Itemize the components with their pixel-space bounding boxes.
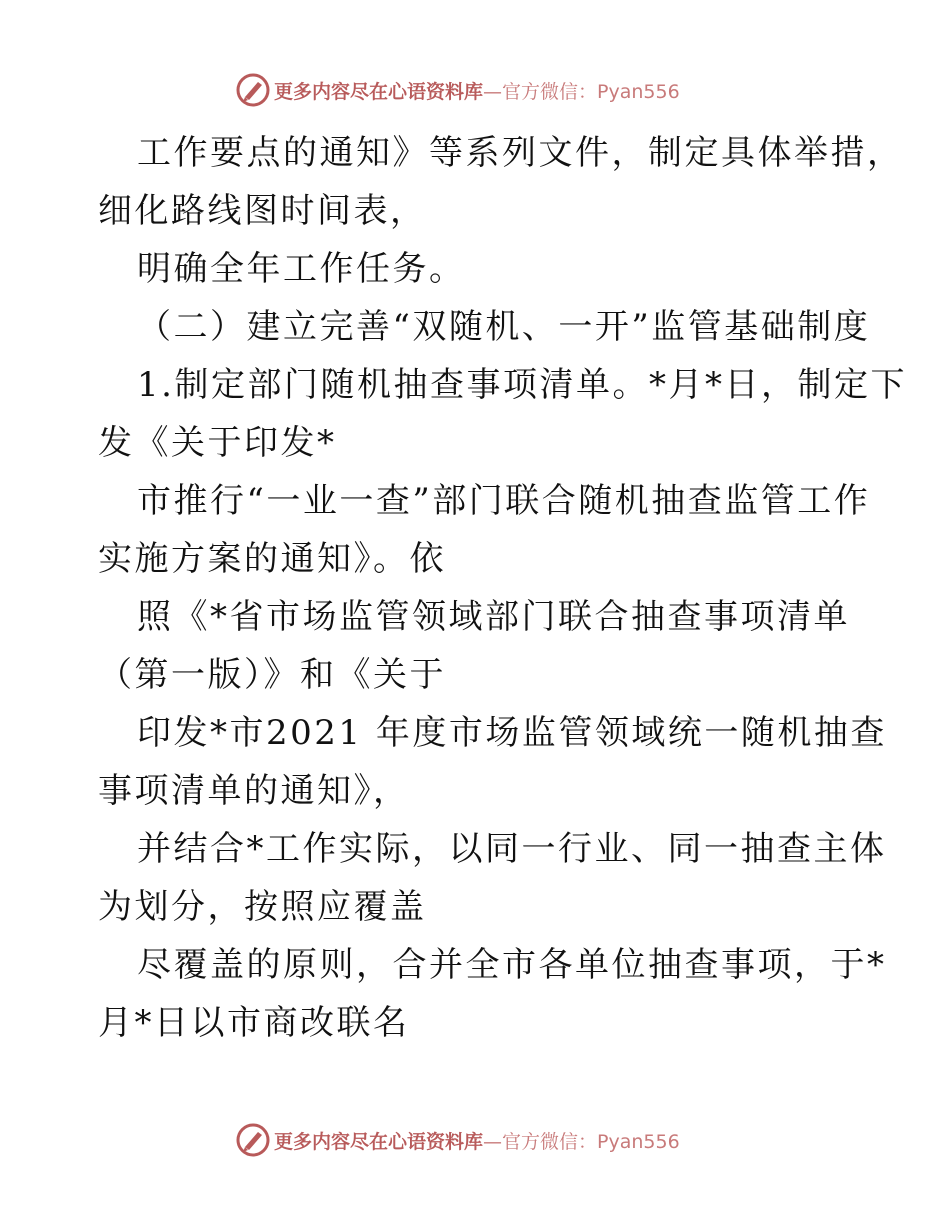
body-line: 尽覆盖的原则，合并全市各单位抽查事项，于*: [137, 945, 887, 985]
watermark-tail: 官方微信：Pyan556: [502, 1130, 680, 1153]
body-line: 发《关于印发*: [98, 423, 337, 463]
body-line: 照《*省市场监管领域部门联合抽查事项清单: [137, 597, 850, 637]
body-line: 市推行“一业一查”部门联合随机抽查监管工作: [137, 481, 871, 521]
watermark-lead: 更多内容尽在心语资料库: [274, 1130, 484, 1153]
watermark-footer: [236, 1122, 680, 1158]
body-line: 实施方案的通知》。依: [98, 539, 446, 579]
body-line: 为划分，按照应覆盖: [98, 887, 427, 927]
document-body: [98, 124, 907, 1052]
watermark-text: [274, 1127, 680, 1154]
watermark-logo-icon: [236, 1123, 270, 1157]
watermark-dash: —: [483, 80, 503, 103]
watermark-logo-icon: [236, 73, 270, 107]
body-line: 印发*市2021 年度市场监管领域统一随机抽查: [137, 713, 887, 753]
body-line: 细化路线图时间表，: [98, 191, 427, 231]
watermark-text: [274, 77, 680, 104]
body-line: （第一版）》和《关于: [98, 655, 446, 695]
section-heading: （二）建立完善“双随机、一开”监管基础制度: [137, 307, 871, 347]
body-line: 事项清单的通知》，: [98, 771, 410, 811]
body-line: 并结合*工作实际，以同一行业、同一抽查主体: [137, 829, 887, 869]
watermark-tail: 官方微信：Pyan556: [502, 80, 680, 103]
body-line: 月*日以市商改联名: [98, 1003, 410, 1043]
watermark-lead: 更多内容尽在心语资料库: [274, 80, 484, 103]
body-line: 工作要点的通知》等系列文件，制定具体举措，: [137, 133, 904, 173]
watermark-dash: —: [483, 1130, 503, 1153]
watermark-header: [236, 72, 680, 108]
body-line: 1.制定部门随机抽查事项清单。*月*日，制定下: [137, 365, 907, 405]
body-line: 明确全年工作任务。: [137, 249, 466, 289]
